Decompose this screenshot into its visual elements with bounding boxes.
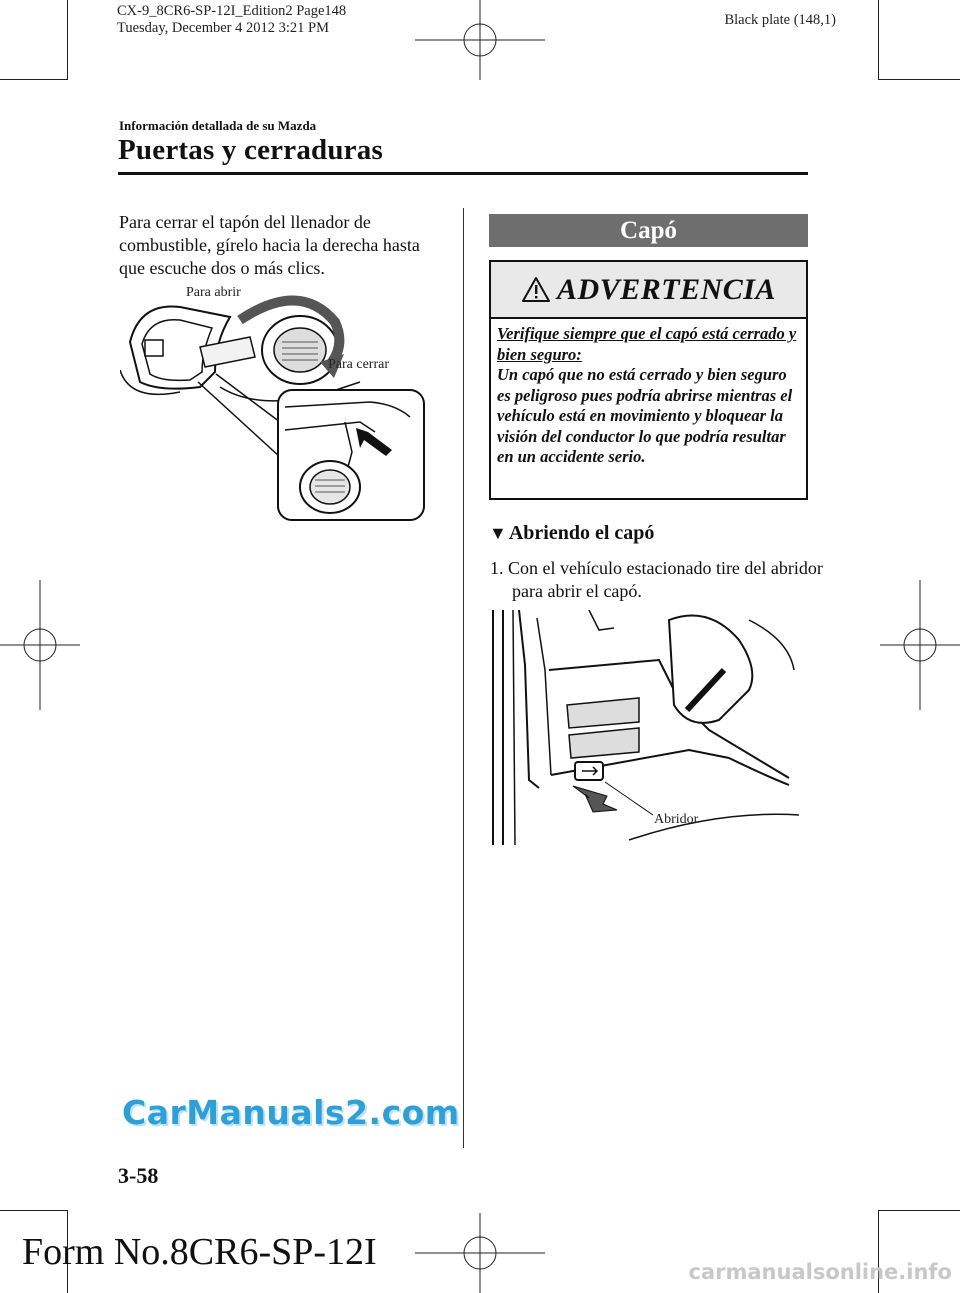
warning-header [491, 262, 806, 319]
opening-hood-subheading [489, 522, 654, 545]
site-watermark: carmanualsonline.info [688, 1260, 952, 1284]
hood-section-heading: Capó [489, 214, 808, 247]
warning-box [489, 260, 808, 500]
subheading-marker: ▼ [489, 523, 507, 543]
crop-mark [878, 79, 960, 80]
plate-label: Black plate (148,1) [724, 12, 836, 28]
subheading-text: Abriendo el capó [508, 522, 655, 544]
print-header-line2: Tuesday, December 4 2012 3:21 PM [117, 20, 329, 36]
step-1: 1. Con el vehículo estacionado tire del abridor para abrir el capó. [490, 558, 823, 601]
crop-mark [878, 1210, 960, 1211]
warning-lead: Verifique siempre que el capó está cerrado y bien seguro: [497, 324, 797, 364]
crop-mark [67, 0, 68, 80]
form-number: Form No.8CR6-SP-12I [22, 1231, 377, 1273]
fuel-cap-illustration [120, 282, 430, 527]
warning-icon [521, 276, 551, 303]
registration-mark-right [880, 580, 960, 710]
print-header-line1: CX-9_8CR6-SP-12I_Edition2 Page148 [117, 3, 347, 19]
watermark-logo: CarManuals2.com [122, 1093, 460, 1132]
section-small-title: Información detallada de su Mazda [119, 118, 317, 133]
fuel-cap-paragraph: Para cerrar el tapón del llenador de combustible, gírelo hacia la derecha hasta que escuche dos o más clics. [119, 212, 420, 278]
hood-release-illustration [489, 610, 809, 850]
page-number: 3-58 [118, 1163, 159, 1188]
figure-label-release: Abridor [654, 812, 699, 827]
crop-mark [878, 0, 879, 80]
title-rule [118, 172, 808, 175]
warning-title: ADVERTENCIA [557, 272, 776, 306]
crop-mark [0, 79, 68, 80]
page-title: Puertas y cerraduras [118, 134, 383, 166]
registration-mark-bottom [415, 1213, 545, 1293]
column-divider [463, 208, 464, 1148]
registration-mark-left [0, 580, 80, 710]
warning-text: Un capó que no está cerrado y bien seguro es peligroso pues podría abrirse mientras el vehículo está en movimiento y bloquear la visión del conductor lo que podría resultar en un accidente serio. [497, 365, 793, 466]
print-header [117, 3, 346, 37]
registration-mark-top [415, 0, 545, 80]
warning-body [497, 324, 797, 468]
figure-label-close: Para cerrar [328, 357, 390, 372]
figure-label-open: Para abrir [186, 285, 241, 300]
crop-mark [0, 1210, 68, 1211]
